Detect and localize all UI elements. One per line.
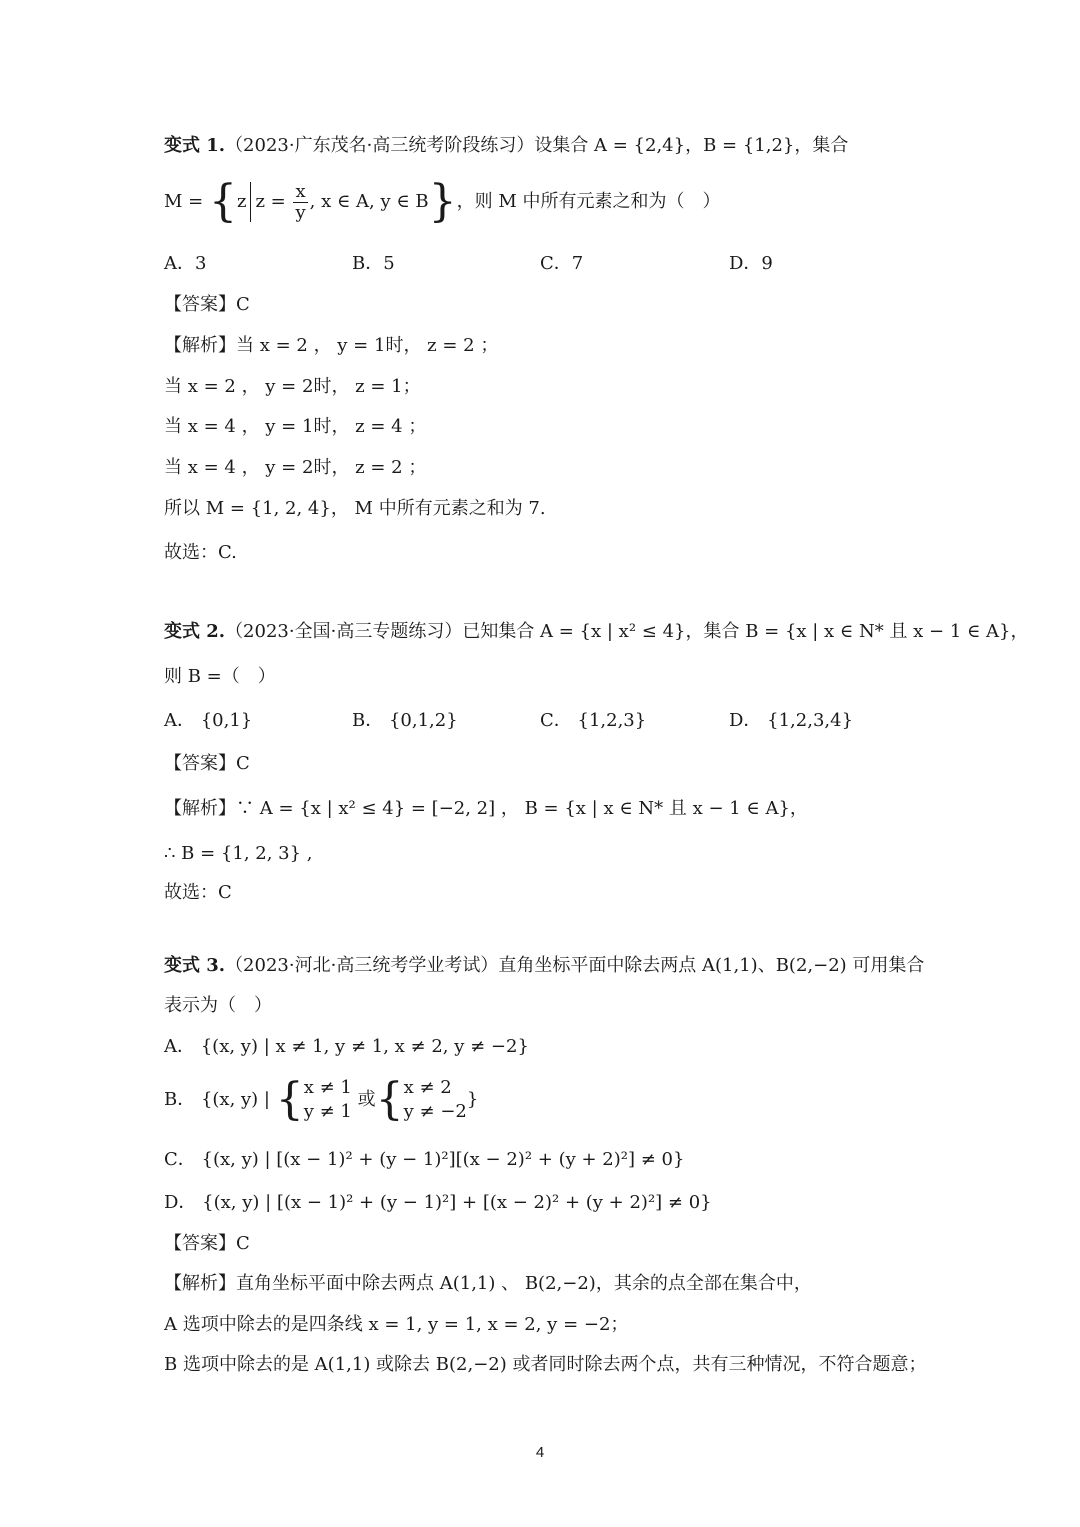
q3-opt-b-sys2-line2: y ≠ −2: [403, 1101, 467, 1122]
q2-analysis-label: 【解析】: [164, 798, 236, 819]
q1-set-prefix: M =: [164, 191, 204, 212]
q3-opt-b-system2: [404, 1076, 467, 1124]
q2-analysis-text: ∵ A = {x | x² ≤ 4} = [−2, 2] ， B = {x | x ∈ N* 且 x − 1 ∈ A}，: [236, 798, 808, 819]
q1-analysis-label: 【解析】: [164, 335, 236, 356]
q1-analysis-line: 当 x = 4 ， y = 1时， z = 4 ；: [164, 416, 427, 437]
q1-stem: [164, 134, 848, 158]
q2-stem-line2: 则 B =（ ）: [164, 666, 276, 687]
q2-head: 变式 2.: [164, 621, 226, 642]
q2-option-d: D． {1,2,3,4}: [729, 710, 854, 731]
q3-option-d: D． {(x, y) | [(x − 1)² + (y − 1)²] + [(x − 2)² + (y + 2)²] ≠ 0}: [164, 1192, 712, 1213]
q3-analysis-text: 直角坐标平面中除去两点 A(1,1) 、 B(2,−2)，其余的点全部在集合中，: [236, 1273, 812, 1294]
q3-analysis-line: [164, 1272, 812, 1296]
q3-opt-b-or: 或: [357, 1089, 376, 1110]
q2-option-a: A． {0,1}: [164, 710, 253, 731]
q1-frac-num: x: [295, 180, 306, 202]
q3-analysis-label: 【解析】: [164, 1273, 236, 1294]
q3-opt-b-post: }: [466, 1089, 479, 1110]
q1-set-cond-pre: z =: [255, 191, 286, 212]
q3-option-c: C． {(x, y) | [(x − 1)² + (y − 1)²][(x − 2)² + (y + 2)²] ≠ 0}: [164, 1149, 685, 1170]
q1-set-cond-post: , x ∈ A, y ∈ B: [309, 191, 429, 212]
q1-source: （2023·广东茂名·高三统考阶段练习）设集合 A = {2,4}，B = {1,2}，集合: [225, 135, 849, 156]
q3-stem: [164, 954, 924, 978]
q3-answer-value: C: [236, 1233, 250, 1254]
q1-answer-label: 【答案】: [164, 294, 236, 315]
q2-option-b: B． {0,1,2}: [352, 710, 458, 731]
q1-answer-value: C: [236, 294, 250, 315]
q3-option-b: [164, 1076, 478, 1124]
q3-analysis-line: A 选项中除去的是四条线 x = 1, y = 1, x = 2, y = −2；: [164, 1314, 629, 1335]
q1-analysis-line: 故选：C.: [164, 542, 237, 563]
q1-analysis-text: 当 x = 2 ， y = 1时， z = 2 ；: [236, 335, 499, 356]
q3-stem-text: （2023·河北·高三统考学业考试）直角坐标平面中除去两点 A(1,1)、B(2,−2) 可用集合: [225, 955, 925, 976]
q1-option-c: C．7: [540, 253, 584, 274]
q3-opt-b-system1: [304, 1076, 352, 1124]
q3-opt-b-sys1-line2: y ≠ 1: [303, 1101, 352, 1122]
q2-stem-text: （2023·全国·高三专题练习）已知集合 A = {x | x² ≤ 4}，集合 B = {x | x ∈ N* 且 x − 1 ∈ A}，: [225, 621, 1029, 642]
q1-option-d: D．9: [729, 253, 773, 274]
q1-analysis-line: 当 x = 2 ， y = 2时， z = 1；: [164, 376, 421, 397]
q2-stem: [164, 620, 1029, 644]
q3-analysis-line: B 选项中除去的是 A(1,1) 或除去 B(2,−2) 或者同时除去两个点，共有三种情况，不符合题意；: [164, 1354, 927, 1375]
q1-set-definition: [164, 176, 721, 227]
page-number: 4: [535, 1444, 545, 1461]
q1-set-var: z: [236, 191, 247, 212]
q2-option-c: C． {1,2,3}: [540, 710, 647, 731]
q1-set-tail: ，则 M 中所有元素之和为（ ）: [456, 191, 721, 212]
q1-head: 变式 1.: [164, 135, 226, 156]
q1-set-bar: [250, 182, 251, 222]
q1-option-a: A．3: [164, 253, 207, 274]
q1-option-b: B．5: [352, 253, 395, 274]
q3-opt-b-pre: B． {(x, y) |: [164, 1089, 270, 1110]
q3-opt-b-brace2: {: [375, 1074, 404, 1125]
q3-opt-b-sys2-line1: x ≠ 2: [403, 1077, 452, 1098]
q3-answer: [164, 1232, 250, 1256]
q1-analysis-line: [164, 334, 498, 358]
q1-open-brace: {: [208, 176, 237, 227]
q2-answer-label: 【答案】: [164, 753, 236, 774]
q1-close-brace: }: [428, 176, 457, 227]
q1-fraction: [293, 182, 307, 223]
q2-answer-value: C: [236, 753, 250, 774]
q2-answer: [164, 752, 250, 776]
q3-head: 变式 3.: [164, 955, 226, 976]
q3-answer-label: 【答案】: [164, 1233, 236, 1254]
q2-analysis-line: [164, 797, 808, 821]
q1-frac-den: y: [295, 201, 306, 223]
q3-opt-b-brace1: {: [275, 1074, 304, 1125]
q1-answer: [164, 293, 250, 317]
q3-option-a: A． {(x, y) | x ≠ 1, y ≠ 1, x ≠ 2, y ≠ −2}: [164, 1036, 529, 1057]
q3-opt-b-sys1-line1: x ≠ 1: [303, 1077, 352, 1098]
q2-analysis-line: ∴ B = {1, 2, 3} ,: [164, 843, 313, 864]
q2-analysis-line: 故选：C: [164, 882, 232, 903]
q3-stem-line2: 表示为（ ）: [164, 995, 272, 1016]
q1-analysis-line: 所以 M = {1, 2, 4}， M 中所有元素之和为 7.: [164, 498, 546, 519]
q1-analysis-line: 当 x = 4 ， y = 2时， z = 2 ；: [164, 457, 427, 478]
